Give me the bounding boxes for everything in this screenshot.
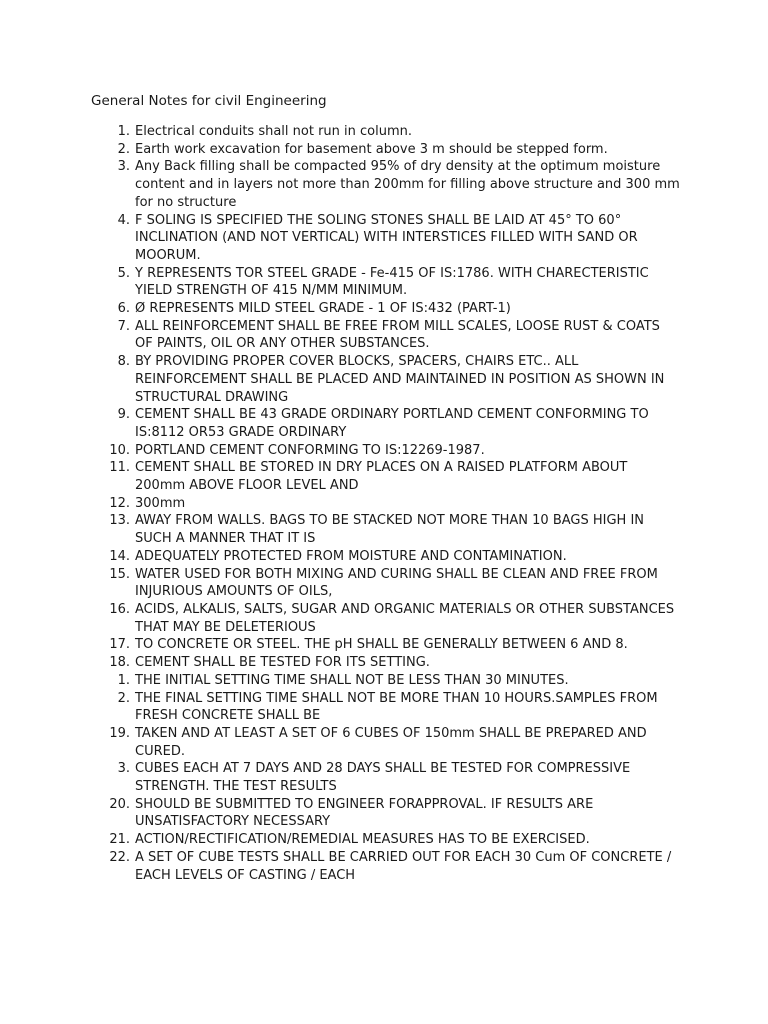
note-item bbox=[0, 601, 681, 636]
note-number: 1. bbox=[117, 124, 130, 139]
notes-list bbox=[0, 123, 768, 884]
note-item bbox=[0, 725, 681, 760]
note-text: CUBES EACH AT 7 DAYS AND 28 DAYS SHALL BE TESTED FOR COMPRESSIVE STRENGTH. THE TEST RESULTS bbox=[135, 761, 631, 795]
note-item bbox=[0, 831, 681, 849]
note-number: 18. bbox=[109, 655, 130, 671]
note-number: 15. bbox=[109, 566, 130, 582]
note-text: ACTION/RECTIFICATION/REMEDIAL MEASURES HAS TO BE EXERCISED. bbox=[135, 832, 590, 848]
note-number: 3. bbox=[117, 159, 130, 175]
note-text: Earth work excavation for basement above 3 m should be stepped form. bbox=[135, 141, 608, 157]
note-number: 6. bbox=[117, 301, 130, 317]
note-number: 16. bbox=[109, 601, 130, 617]
note-number: 10. bbox=[109, 442, 130, 458]
note-text: TAKEN AND AT LEAST A SET OF 6 CUBES OF 150mm SHALL BE PREPARED AND CURED. bbox=[135, 725, 647, 759]
note-number: 19. bbox=[109, 725, 130, 741]
note-item bbox=[0, 566, 681, 601]
note-number: 13. bbox=[109, 513, 130, 529]
note-number: 17. bbox=[109, 637, 130, 653]
note-text: PORTLAND CEMENT CONFORMING TO IS:12269-1987. bbox=[135, 442, 485, 458]
note-item bbox=[0, 141, 681, 159]
note-item bbox=[0, 158, 681, 211]
note-text: A SET OF CUBE TESTS SHALL BE CARRIED OUT FOR EACH 30 Cum OF CONCRETE / EACH LEVELS OF CASTING / EACH bbox=[135, 849, 672, 883]
note-number: 11. bbox=[109, 460, 130, 476]
note-text: AWAY FROM WALLS. BAGS TO BE STACKED NOT MORE THAN 10 BAGS HIGH IN SUCH A MANNER THAT IT IS bbox=[135, 513, 645, 547]
note-number: 20. bbox=[109, 796, 130, 812]
note-text: TO CONCRETE OR STEEL. THE pH SHALL BE GENERALLY BETWEEN 6 AND 8. bbox=[135, 637, 628, 653]
note-number: 2. bbox=[117, 690, 130, 706]
note-item bbox=[0, 300, 681, 318]
note-item bbox=[0, 548, 681, 566]
note-text: ALL REINFORCEMENT SHALL BE FREE FROM MILL SCALES, LOOSE RUST & COATS OF PAINTS, OIL OR ANY OTHER SUBSTANCES. bbox=[135, 318, 660, 352]
note-item bbox=[0, 672, 681, 690]
note-number: 1. bbox=[117, 672, 130, 688]
note-number: 9. bbox=[117, 407, 130, 423]
note-text: F SOLING IS SPECIFIED THE SOLING STONES SHALL BE LAID AT 45° TO 60° INCLINATION (AND NOT VERTICAL) WITH INTERSTICES FILLED WITH SAND OR MOORUM. bbox=[135, 212, 638, 263]
note-item bbox=[0, 212, 681, 265]
note-item bbox=[0, 495, 681, 513]
note-text: CEMENT SHALL BE TESTED FOR ITS SETTING. bbox=[135, 655, 430, 671]
note-text: Ø REPRESENTS MILD STEEL GRADE - 1 OF IS:432 (PART-1) bbox=[135, 301, 511, 317]
note-number: 7. bbox=[117, 318, 130, 334]
note-text: Electrical conduits shall not run in column. bbox=[135, 124, 413, 139]
note-text: Any Back filling shall be compacted 95% of dry density at the optimum moisture content and in layers not more than 200mm for filling above structure and 300 mm for no structure bbox=[135, 159, 680, 210]
document-title: General Notes for civil Engineering bbox=[91, 93, 327, 109]
note-item bbox=[0, 353, 681, 406]
note-number: 4. bbox=[117, 212, 130, 228]
note-text: ADEQUATELY PROTECTED FROM MOISTURE AND CONTAMINATION. bbox=[135, 548, 567, 564]
note-text: CEMENT SHALL BE STORED IN DRY PLACES ON A RAISED PLATFORM ABOUT 200mm ABOVE FLOOR LEVEL AND bbox=[135, 460, 628, 494]
note-text: 300mm bbox=[135, 495, 186, 511]
note-item bbox=[0, 760, 681, 795]
note-number: 3. bbox=[117, 761, 130, 777]
note-item bbox=[0, 636, 681, 654]
note-item bbox=[0, 796, 681, 831]
note-item bbox=[0, 442, 681, 460]
note-item bbox=[0, 459, 681, 494]
note-number: 5. bbox=[117, 265, 130, 281]
note-item bbox=[0, 690, 681, 725]
note-text: SHOULD BE SUBMITTED TO ENGINEER FORAPPROVAL. IF RESULTS ARE UNSATISFACTORY NECESSARY bbox=[135, 796, 594, 830]
note-number: 8. bbox=[117, 354, 130, 370]
note-text: CEMENT SHALL BE 43 GRADE ORDINARY PORTLAND CEMENT CONFORMING TO IS:8112 OR53 GRADE ORDINARY bbox=[135, 407, 649, 440]
note-item bbox=[0, 512, 681, 547]
note-text: THE FINAL SETTING TIME SHALL NOT BE MORE THAN 10 HOURS.SAMPLES FROM FRESH CONCRETE SHALL BE bbox=[135, 690, 658, 724]
note-item bbox=[0, 406, 681, 441]
note-number: 2. bbox=[117, 141, 130, 157]
note-item bbox=[0, 654, 681, 672]
note-text: THE INITIAL SETTING TIME SHALL NOT BE LESS THAN 30 MINUTES. bbox=[135, 672, 569, 688]
note-number: 12. bbox=[109, 495, 130, 511]
note-item bbox=[0, 849, 681, 884]
note-text: BY PROVIDING PROPER COVER BLOCKS, SPACERS, CHAIRS ETC.. ALL REINFORCEMENT SHALL BE PLACED AND MAINTAINED IN POSITION AS SHOWN IN STRUCTURAL DRAWING bbox=[135, 354, 665, 405]
note-number: 14. bbox=[109, 548, 130, 564]
note-text: ACIDS, ALKALIS, SALTS, SUGAR AND ORGANIC MATERIALS OR OTHER SUBSTANCES THAT MAY BE DELETERIOUS bbox=[135, 601, 675, 635]
note-number: 21. bbox=[109, 832, 130, 848]
note-item bbox=[0, 265, 681, 300]
note-item bbox=[0, 123, 681, 141]
note-number: 22. bbox=[109, 849, 130, 865]
note-text: Y REPRESENTS TOR STEEL GRADE - Fe-415 OF IS:1786. WITH CHARECTERISTIC YIELD STRENGTH OF 415 N/MM MINIMUM. bbox=[135, 265, 649, 299]
note-item bbox=[0, 318, 681, 353]
note-text: WATER USED FOR BOTH MIXING AND CURING SHALL BE CLEAN AND FREE FROM INJURIOUS AMOUNTS OF OILS, bbox=[135, 566, 658, 600]
